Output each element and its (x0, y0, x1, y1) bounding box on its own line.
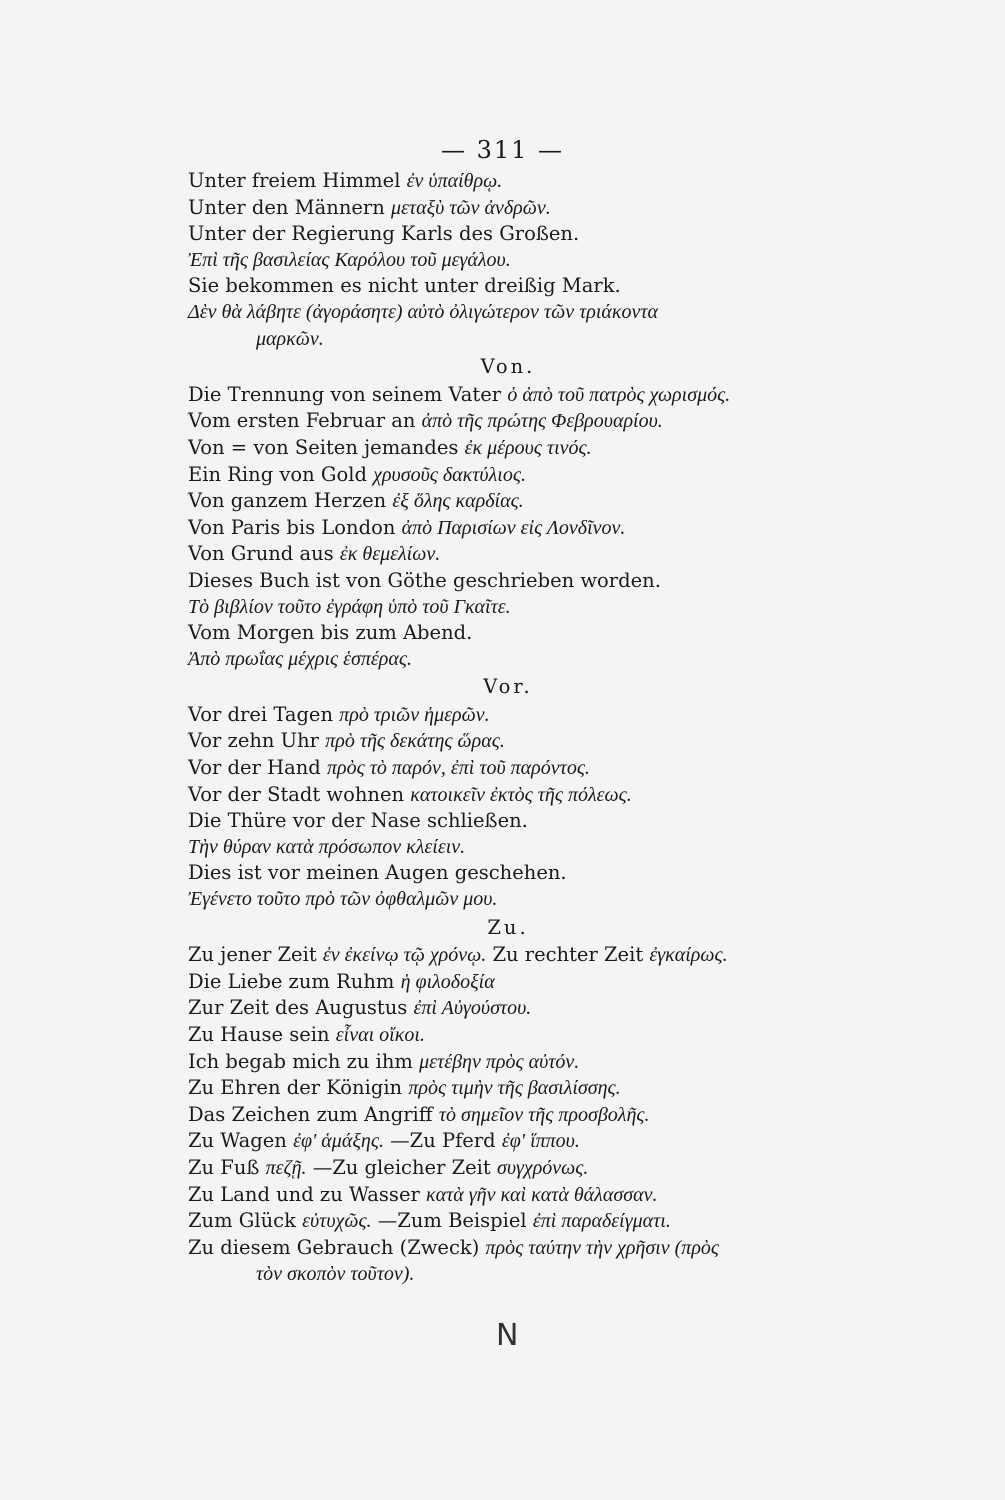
phrase-line (188, 728, 828, 755)
german-text: Ich begab mich zu ihm (188, 1049, 413, 1073)
german-text: Dies ist vor meinen Augen geschehen. (188, 861, 567, 885)
phrase-line (188, 969, 828, 996)
german-text: Zu Land und zu Wasser (188, 1182, 420, 1206)
phrase-line (188, 886, 828, 913)
german-text: Vor zehn Uhr (188, 729, 319, 753)
greek-text: ἀπὸ Παρισίων εἰς Λονδῖνον. (401, 516, 626, 539)
phrase-line (188, 808, 828, 834)
phrase-line (188, 860, 828, 886)
greek-text: ἐφ' ἁμάξης. (293, 1130, 384, 1153)
greek-text: ἐν ὑπαίθρῳ. (406, 170, 503, 192)
phrase-line (188, 1235, 828, 1262)
german-text: Die Liebe zum Ruhm (188, 969, 395, 993)
phrase-line (188, 299, 828, 326)
greek-text: ἐκ θεμελίων. (339, 543, 441, 566)
greek-text: χρυσοῦς δακτύλιος. (373, 463, 526, 486)
greek-text: ἐκ μέρους τινός. (464, 436, 592, 459)
german-text: Das Zeichen zum Angriff (188, 1102, 433, 1126)
greek-text: ἐξ ὅλης καρδίας. (392, 490, 524, 513)
greek-text: πεζῇ. (265, 1156, 307, 1179)
german-text: Die Trennung von seinem Vater (188, 382, 502, 406)
phrase-line (188, 408, 828, 435)
phrase-line (188, 594, 828, 621)
greek-text: τὸν σκοπὸν τοῦτον). (256, 1263, 415, 1286)
german-text: Von Grund aus (188, 542, 334, 566)
german-text: Zu Ehren der Königin (188, 1076, 403, 1100)
greek-text: πρὸ τῆς δεκάτης ὥρας. (325, 730, 505, 753)
greek-text: ἐπὶ Αὐγούστου. (413, 997, 532, 1020)
phrase-line (188, 702, 828, 729)
greek-text: εὐτυχῶς. (302, 1210, 372, 1233)
phrase-line (188, 1155, 828, 1182)
greek-text: ὁ ἀπὸ τοῦ πατρὸς χωρισμός. (507, 383, 731, 406)
phrase-line (188, 1075, 828, 1102)
phrase-line (188, 462, 828, 489)
phrase-line (188, 834, 828, 861)
phrase-line (188, 435, 828, 462)
phrase-line (188, 221, 828, 247)
phrase-line (188, 1049, 828, 1076)
german-text: Vom ersten Februar an (188, 409, 416, 433)
german-text: Dieses Buch ist von Göthe geschrieben worden. (188, 568, 661, 592)
phrase-block-vor (188, 702, 828, 913)
section-heading-vor: Vor. (483, 675, 533, 699)
phrase-line (188, 273, 828, 299)
german-text: Zu diesem Gebrauch (Zweck) (188, 1235, 480, 1259)
phrase-line (188, 995, 828, 1022)
handwritten-margin-mark: N (496, 1318, 519, 1353)
phrase-line (188, 168, 828, 195)
greek-text: μετέβην πρὸς αὐτόν. (419, 1050, 580, 1073)
greek-text: πρὸς τὸ παρόν, ἐπὶ τοῦ παρόντος. (326, 757, 590, 780)
phrase-line (188, 1022, 828, 1049)
german-text: Zu Hause sein (188, 1023, 330, 1046)
german-text: Zum Glück (188, 1209, 296, 1233)
greek-text: ἀπὸ τῆς πρώτης Φεβρουαρίου. (421, 410, 663, 433)
greek-text: μεταξὺ τῶν ἀνδρῶν. (391, 196, 551, 219)
phrase-line (188, 942, 828, 969)
phrase-line (188, 1102, 828, 1129)
greek-text: ἡ φιλοδοξία (400, 970, 495, 993)
phrase-line (188, 247, 828, 274)
german-text: Zu rechter Zeit (492, 943, 644, 967)
phrase-line (188, 1128, 828, 1155)
german-text: Ein Ring von Gold (188, 462, 367, 486)
phrase-line (188, 1182, 828, 1209)
phrase-line (188, 646, 828, 673)
greek-text: πρὸ τριῶν ἡμερῶν. (339, 703, 490, 726)
german-text: Unter der Regierung Karls des Großen. (188, 222, 580, 246)
phrase-line (188, 515, 828, 542)
greek-text: ἐφ' ἵππου. (501, 1130, 580, 1153)
german-text: Zu Fuß (188, 1155, 260, 1179)
greek-text: Τὴν θύραν κατὰ πρόσωπον κλείειν. (188, 835, 466, 858)
german-text: Zur Zeit des Augustus (188, 996, 408, 1020)
german-text: Unter den Männern (188, 195, 385, 219)
german-text: Vor der Hand (188, 756, 321, 780)
phrase-line (188, 1261, 828, 1288)
phrase-block-von (188, 382, 828, 673)
greek-text: ἐπὶ παραδείγματι. (532, 1210, 671, 1233)
phrase-block-unter (188, 168, 828, 352)
german-text: Vom Morgen bis zum Abend. (188, 621, 473, 645)
greek-text: Ἀπὸ πρωΐας μέχρις ἑσπέρας. (188, 647, 412, 670)
phrase-line (188, 620, 828, 646)
phrase-line (188, 1208, 828, 1235)
german-text: Sie bekommen es nicht unter dreißig Mark. (188, 274, 621, 298)
greek-text: Τὸ βιβλίον τοῦτο ἐγράφη ὑπὸ τοῦ Γκαῖτε. (188, 595, 511, 618)
phrase-line (188, 326, 828, 353)
greek-text: Ἐπὶ τῆς βασιλείας Καρόλου τοῦ μεγάλου. (188, 248, 511, 271)
section-heading-zu: Zu. (487, 915, 529, 939)
greek-text: συγχρόνως. (496, 1156, 589, 1179)
phrase-line (188, 195, 828, 222)
german-text: Unter freiem Himmel (188, 169, 401, 192)
german-text: Die Thüre vor der Nase schließen. (188, 809, 528, 833)
greek-text: κατὰ γῆν καὶ κατὰ θάλασσαν. (426, 1183, 658, 1206)
german-text: Vor drei Tagen (188, 702, 334, 726)
greek-text: τὸ σημεῖον τῆς προσβολῆς. (438, 1103, 650, 1126)
greek-text: πρὸς ταύτην τὴν χρῆσιν (πρὸς (485, 1236, 720, 1259)
german-text: —Zu gleicher Zeit (312, 1155, 491, 1179)
german-text: Von = von Seiten jemandes (188, 435, 459, 459)
german-text: Von Paris bis London (188, 515, 396, 539)
german-text: Vor der Stadt wohnen (188, 782, 405, 806)
greek-text: Ἐγένετο τοῦτο πρὸ τῶν ὀφθαλμῶν μου. (188, 888, 498, 911)
greek-text: κατοικεῖν ἐκτὸς τῆς πόλεως. (410, 783, 632, 806)
greek-text: ἐν ἐκείνῳ τῷ χρόνῳ. (322, 944, 487, 967)
german-text: —Zu Pferd (390, 1129, 496, 1153)
phrase-line (188, 541, 828, 568)
phrase-line (188, 488, 828, 515)
page-number: — 311 — (440, 136, 565, 164)
greek-text: μαρκῶν. (256, 327, 324, 350)
phrase-line (188, 782, 828, 809)
german-text: Zu Wagen (188, 1129, 287, 1153)
german-text: Von ganzem Herzen (188, 489, 387, 513)
greek-text: Δὲν θὰ λάβητε (ἀγοράσητε) αὐτὸ ὀλιγώτερον τῶν τριάκοντα (188, 300, 659, 323)
german-text: Zu jener Zeit (188, 943, 317, 967)
phrase-line (188, 755, 828, 782)
page-body (188, 168, 828, 1288)
phrase-line (188, 568, 828, 594)
greek-text: εἶναι οἴκοι. (335, 1024, 425, 1046)
greek-text: πρὸς τιμὴν τῆς βασιλίσσης. (408, 1077, 621, 1100)
phrase-line (188, 382, 828, 409)
german-text: —Zum Beispiel (377, 1209, 527, 1233)
greek-text: ἐγκαίρως. (649, 944, 728, 967)
section-heading-von: Von. (480, 355, 536, 379)
phrase-block-zu (188, 942, 828, 1288)
